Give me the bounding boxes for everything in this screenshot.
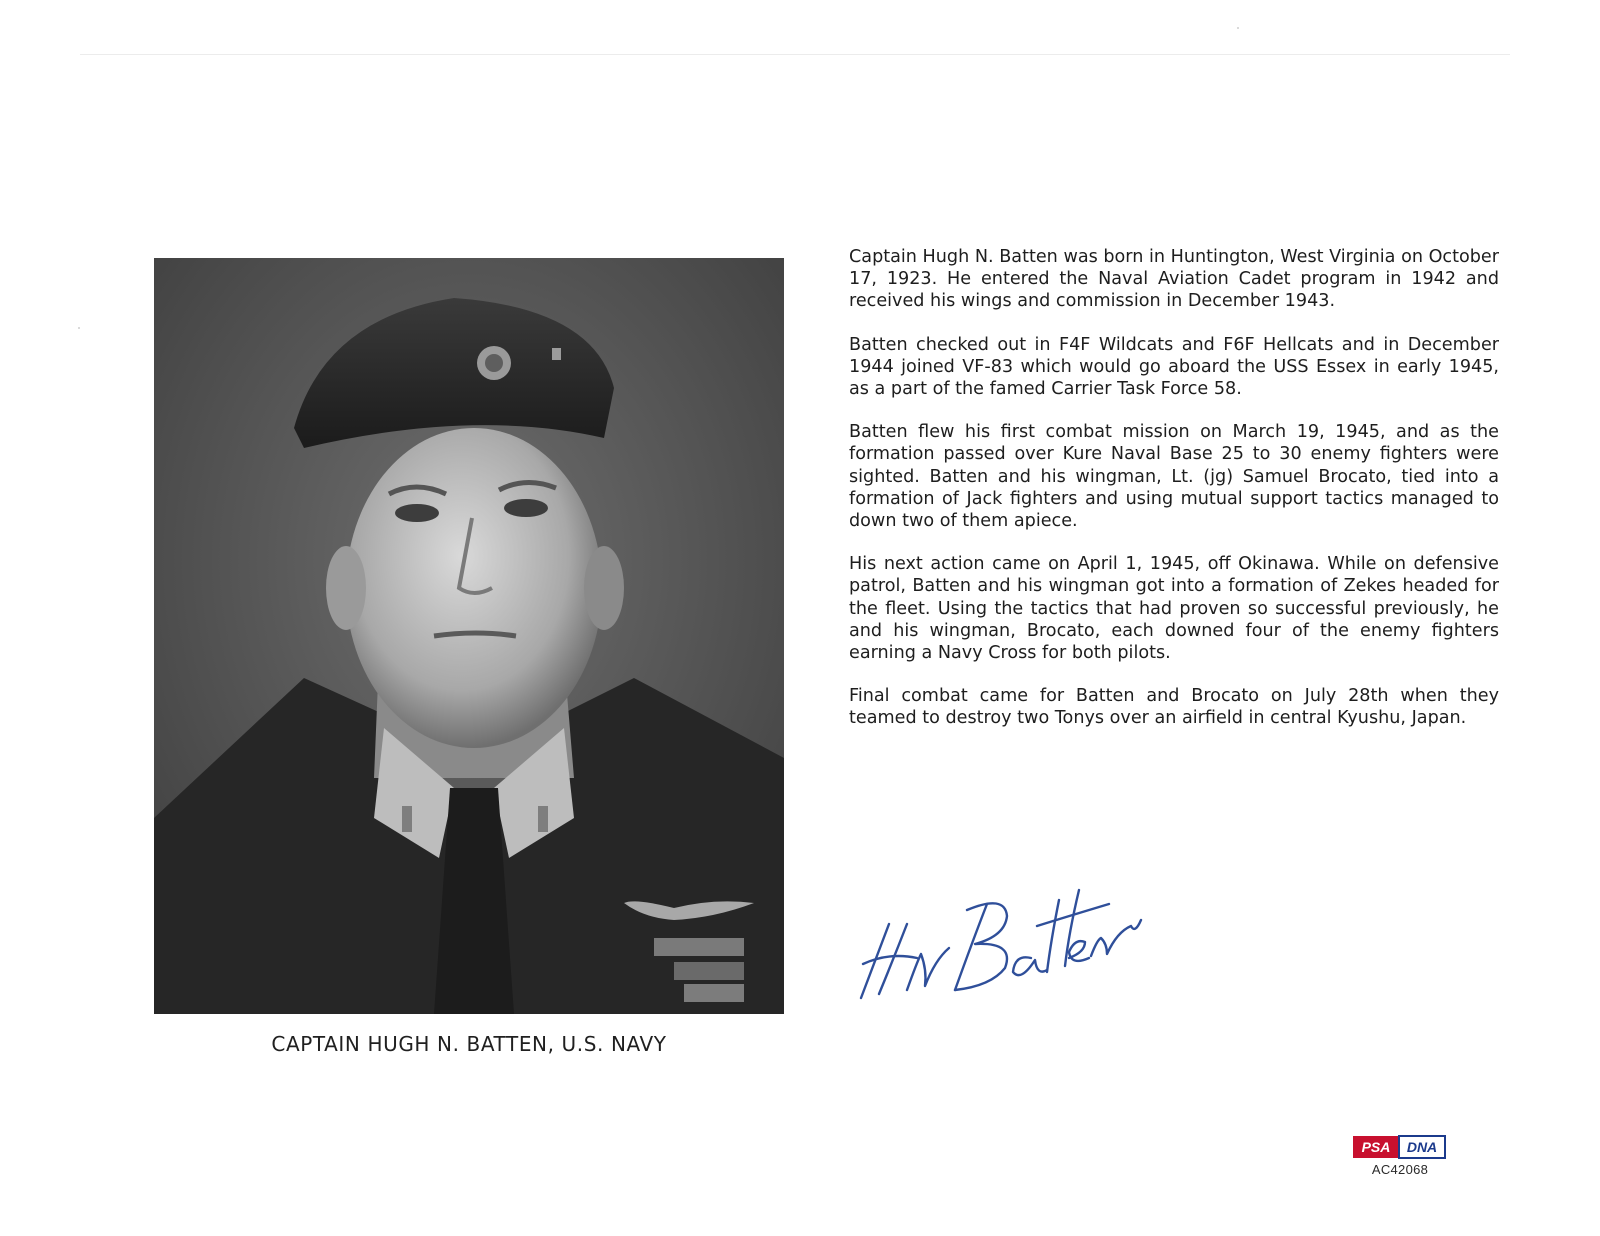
bio-paragraph: Batten flew his first combat mission on March 19, 1945, and as the formation passed over Kure Naval Base 25 to 30 enemy fighters were sighted. Batten and his wingman, Lt. (jg) Samuel Brocato, tied into a formation of Jack fighters and using mutual support tactics managed to down two of them apiece. <box>849 422 1499 532</box>
authentication-label <box>1345 1135 1455 1177</box>
portrait-photo <box>154 258 784 1014</box>
handwritten-signature <box>855 840 1155 1020</box>
photo-caption: CAPTAIN HUGH N. BATTEN, U.S. NAVY <box>271 1032 667 1056</box>
bio-paragraph: Final combat came for Batten and Brocato on July 28th when they teamed to destroy two Tonys over an airfield in central Kyushu, Japan. <box>849 686 1499 729</box>
bio-paragraph: Captain Hugh N. Batten was born in Huntington, West Virginia on October 17, 1923. He entered the Naval Aviation Cadet program in 1942 and received his wings and commission in December 1943. <box>849 247 1499 312</box>
bio-paragraph: His next action came on April 1, 1945, off Okinawa. While on defensive patrol, Batten and his wingman got into a formation of Zekes headed for the fleet. Using the tactics that had proven so successful previously, he and his wingman, Brocato, each downed four of the enemy fighters earning a Navy Cross for both pilots. <box>849 554 1499 664</box>
biography <box>849 246 1499 751</box>
paper-speck <box>1237 27 1239 29</box>
certificate-number: AC42068 <box>1371 1162 1429 1177</box>
psa-dna-logo <box>1353 1135 1447 1159</box>
svg-text:PSA: PSA <box>1361 1139 1391 1155</box>
bio-paragraph: Batten checked out in F4F Wildcats and F6F Hellcats and in December 1944 joined VF-83 which would go aboard the USS Essex in early 1945, as a part of the famed Carrier Task Force 58. <box>849 334 1499 400</box>
svg-text:DNA: DNA <box>1406 1139 1438 1155</box>
signature-ink <box>855 840 1155 1020</box>
paper-speck <box>78 327 80 329</box>
sheet-edge <box>80 54 1510 55</box>
